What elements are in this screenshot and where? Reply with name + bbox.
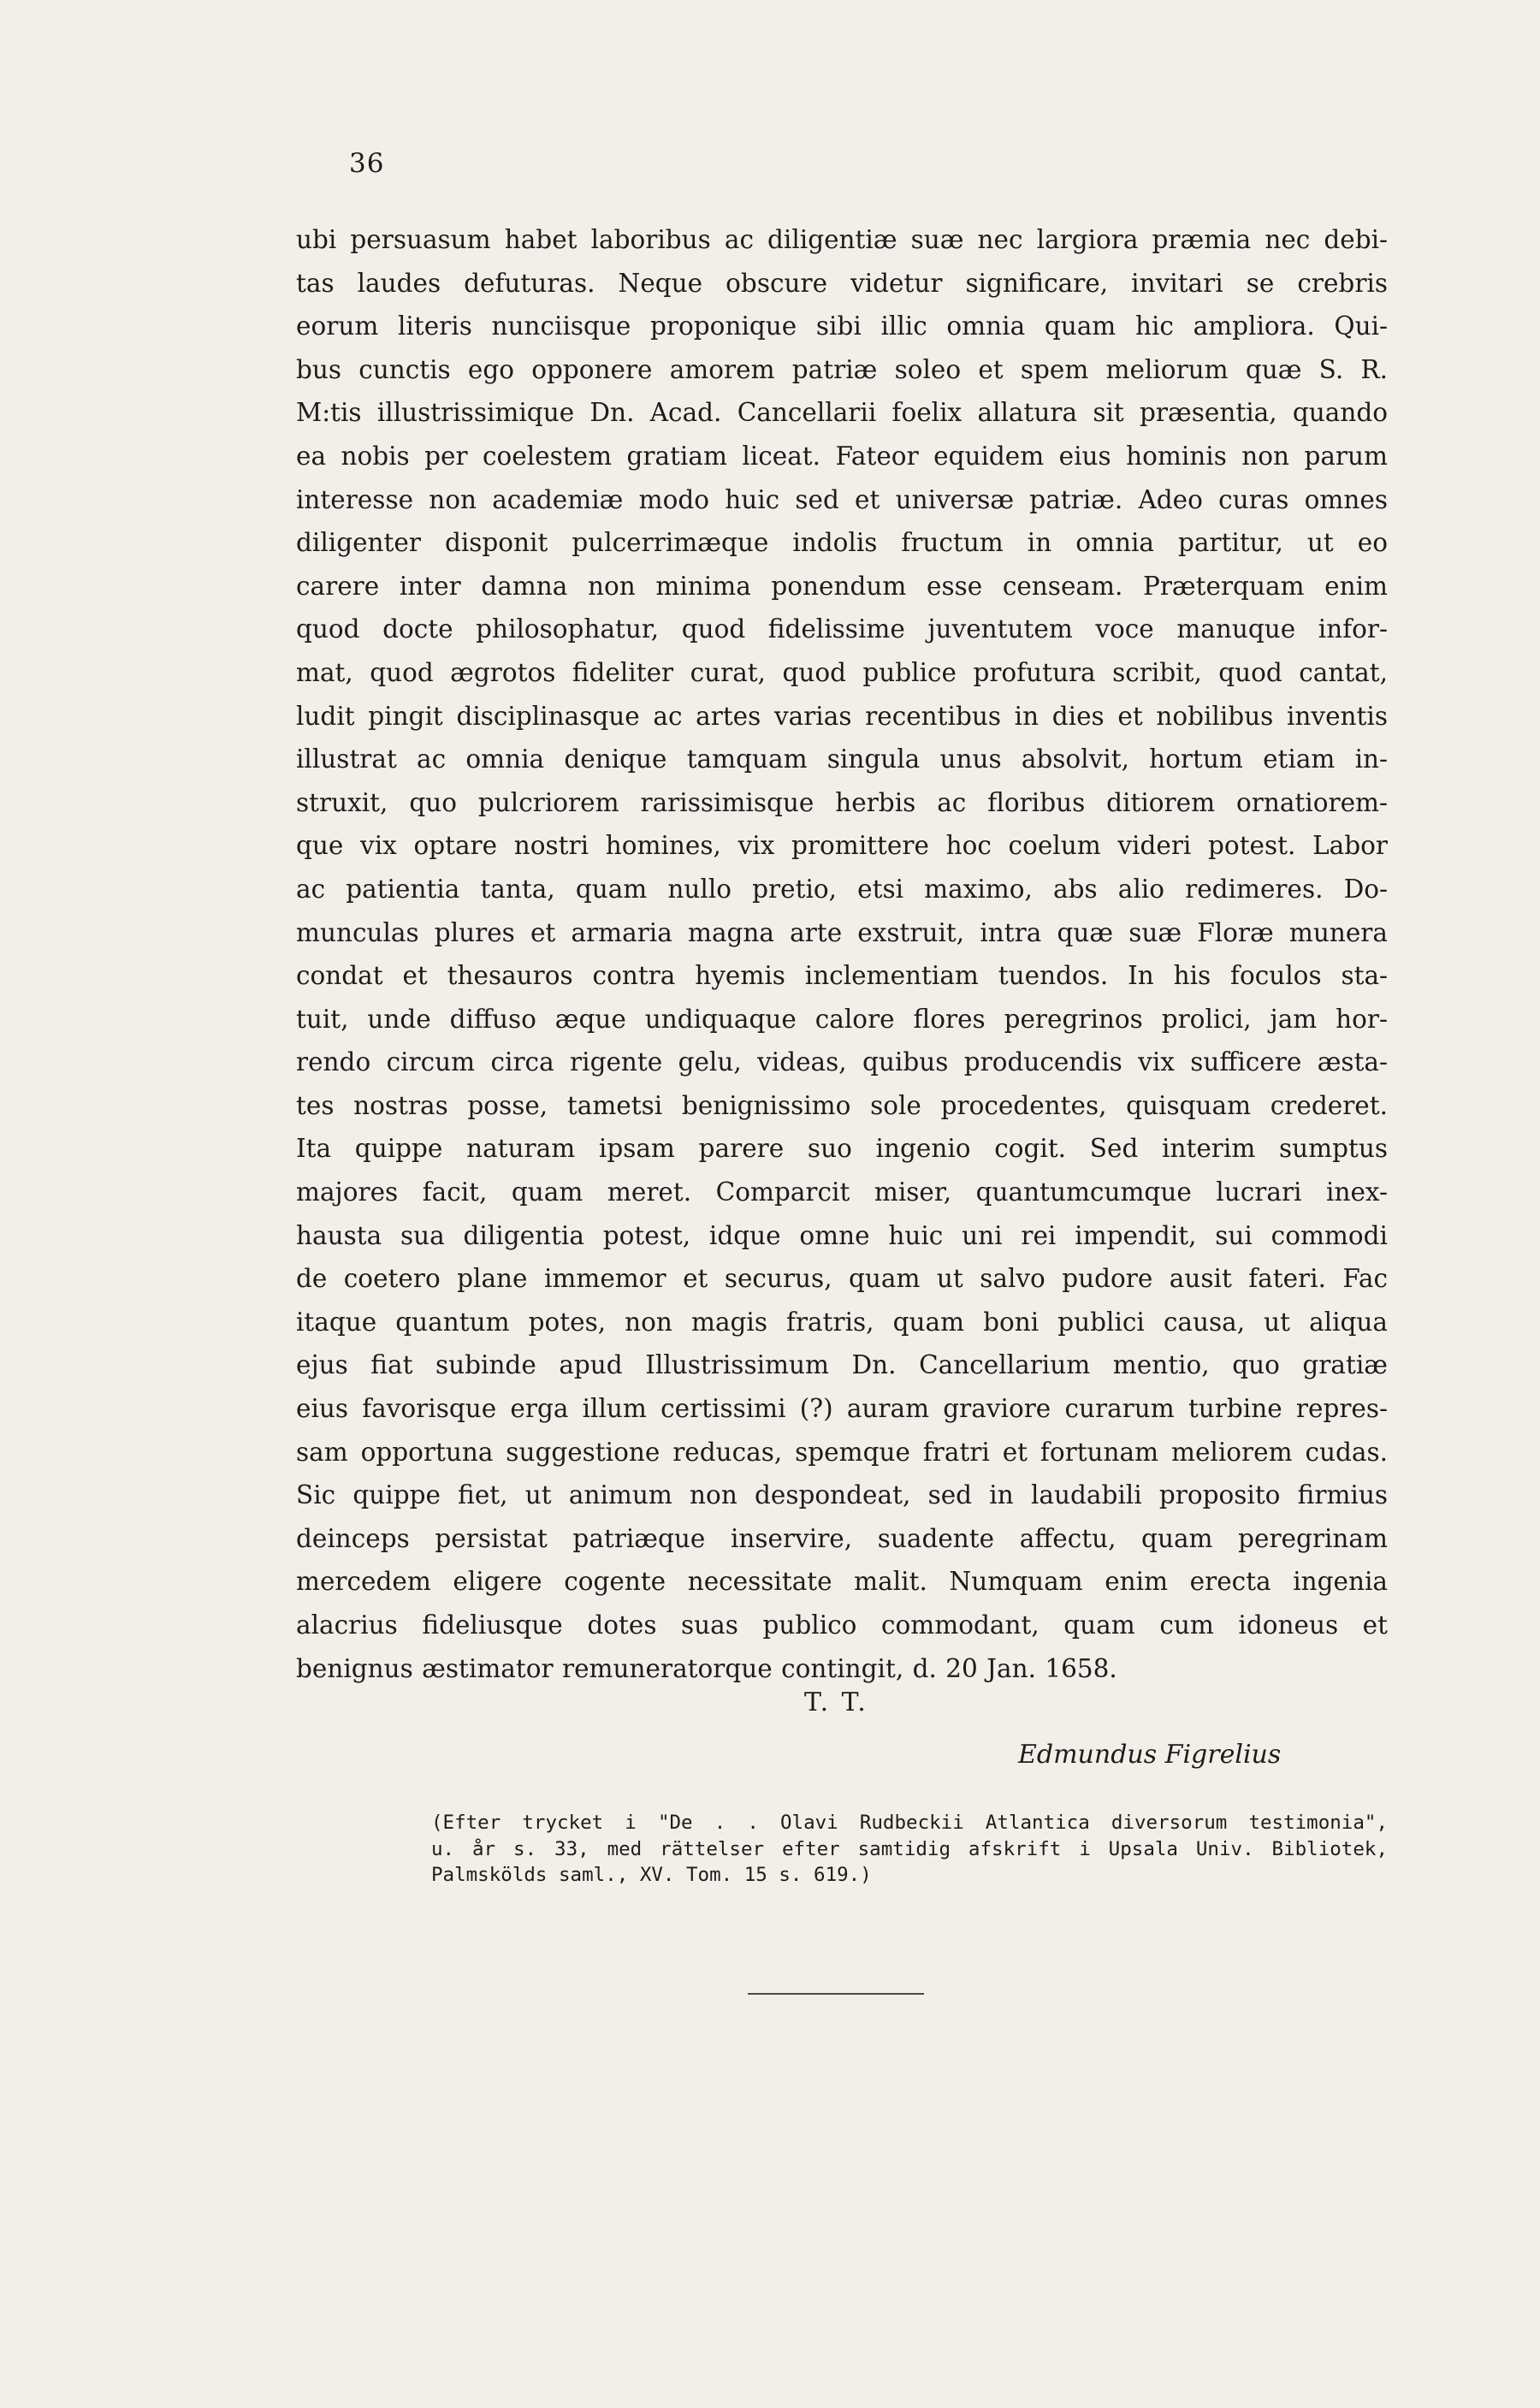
body-line: quod docte philosophatur, quod fidelissime juventutem voce manuque infor- [296, 614, 1388, 644]
body-line: munculas plures et armaria magna arte exstruit, intra quæ suæ Floræ munera [296, 917, 1388, 947]
body-line: ac patientia tanta, quam nullo pretio, etsi maximo, abs alio redimeres. Do- [296, 874, 1388, 904]
body-line: hausta sua diligentia potest, idque omne huic uni rei impendit, sui commodi [296, 1220, 1388, 1250]
body-line: interesse non academiæ modo huic sed et universæ patriæ. Adeo curas omnes [296, 484, 1388, 514]
body-line: condat et thesauros contra hyemis inclementiam tuendos. In his foculos sta- [296, 961, 1388, 991]
body-line: majores facit, quam meret. Comparcit miser, quantumcumque lucrari inex- [296, 1177, 1388, 1207]
body-line: alacrius fideliusque dotes suas publico commodant, quam cum idoneus et [296, 1610, 1388, 1640]
body-line: mat, quod ægrotos fideliter curat, quod publice profutura scribit, quod cantat, [296, 657, 1388, 687]
note-line: (Efter trycket i "De . . Olavi Rudbeckii Atlantica diversorum testimonia", [431, 1812, 1388, 1834]
body-line: tas laudes defuturas. Neque obscure videtur significare, invitari se crebris [296, 268, 1388, 298]
body-line: tes nostras posse, tametsi benignissimo sole procedentes, quisquam crederet. [296, 1090, 1388, 1120]
body-line: de coetero plane immemor et securus, quam ut salvo pudore ausit fateri. Fac [296, 1264, 1388, 1294]
section-divider [748, 1993, 924, 1995]
body-line: Ita quippe naturam ipsam parere suo ingenio cogit. Sed interim sumptus [296, 1134, 1388, 1164]
body-line: ea nobis per coelestem gratiam liceat. Fateor equidem eius hominis non parum [296, 441, 1388, 471]
body-line: mercedem eligere cogente necessitate malit. Numquam enim erecta ingenia [296, 1567, 1388, 1597]
body-line: deinceps persistat patriæque inservire, suadente affectu, quam peregrinam [296, 1523, 1388, 1553]
closing-initials: T. T. [804, 1687, 868, 1717]
body-line: carere inter damna non minima ponendum esse censeam. Præterquam enim [296, 571, 1388, 601]
body-line: ubi persuasum habet laboribus ac diligentiæ suæ nec largiora præmia nec debi- [296, 225, 1388, 254]
body-line: M:tis illustrissimique Dn. Acad. Cancellarii foelix allatura sit præsentia, quando [296, 398, 1388, 428]
body-line: eius favorisque erga illum certissimi (?) auram graviore curarum turbine repres- [296, 1394, 1388, 1424]
signature: Edmundus Figrelius [1018, 1740, 1282, 1770]
body-line: que vix optare nostri homines, vix promittere hoc coelum videri potest. Labor [296, 831, 1388, 861]
body-line: benignus æstimator remuneratorque contingit, d. 20 Jan. 1658. [296, 1653, 1117, 1683]
body-line: sam opportuna suggestione reducas, spemque fratri et fortunam meliorem cudas. [296, 1437, 1388, 1467]
note-line: Palmskölds saml., XV. Tom. 15 s. 619.) [431, 1864, 872, 1886]
body-line: tuit, unde diffuso æque undiquaque calore flores peregrinos prolici, jam hor- [296, 1004, 1388, 1034]
letter-body [296, 218, 1388, 1690]
body-line: struxit, quo pulcriorem rarissimisque herbis ac floribus ditiorem ornatiorem- [296, 787, 1388, 817]
page-number: 36 [349, 148, 385, 179]
body-line: eorum literis nunciisque proponique sibi illic omnia quam hic ampliora. Qui- [296, 311, 1388, 341]
body-line: rendo circum circa rigente gelu, videas, quibus producendis vix sufficere æsta- [296, 1047, 1388, 1077]
body-line: ludit pingit disciplinasque ac artes varias recentibus in dies et nobilibus inventis [296, 701, 1388, 731]
body-line: illustrat ac omnia denique tamquam singula unus absolvit, hortum etiam in- [296, 744, 1388, 774]
body-line: Sic quippe fiet, ut animum non despondeat, sed in laudabili proposito firmius [296, 1480, 1388, 1510]
source-note [431, 1810, 1388, 1889]
body-line: itaque quantum potes, non magis fratris, quam boni publici causa, ut aliqua [296, 1307, 1388, 1337]
body-line: bus cunctis ego opponere amorem patriæ soleo et spem meliorum quæ S. R. [296, 354, 1388, 384]
body-line: ejus fiat subinde apud Illustrissimum Dn. Cancellarium mentio, quo gratiæ [296, 1350, 1388, 1380]
body-line: diligenter disponit pulcerrimæque indolis fructum in omnia partitur, ut eo [296, 528, 1388, 558]
note-line: u. år s. 33, med rättelser efter samtidig afskrift i Upsala Univ. Bibliotek, [431, 1837, 1388, 1860]
